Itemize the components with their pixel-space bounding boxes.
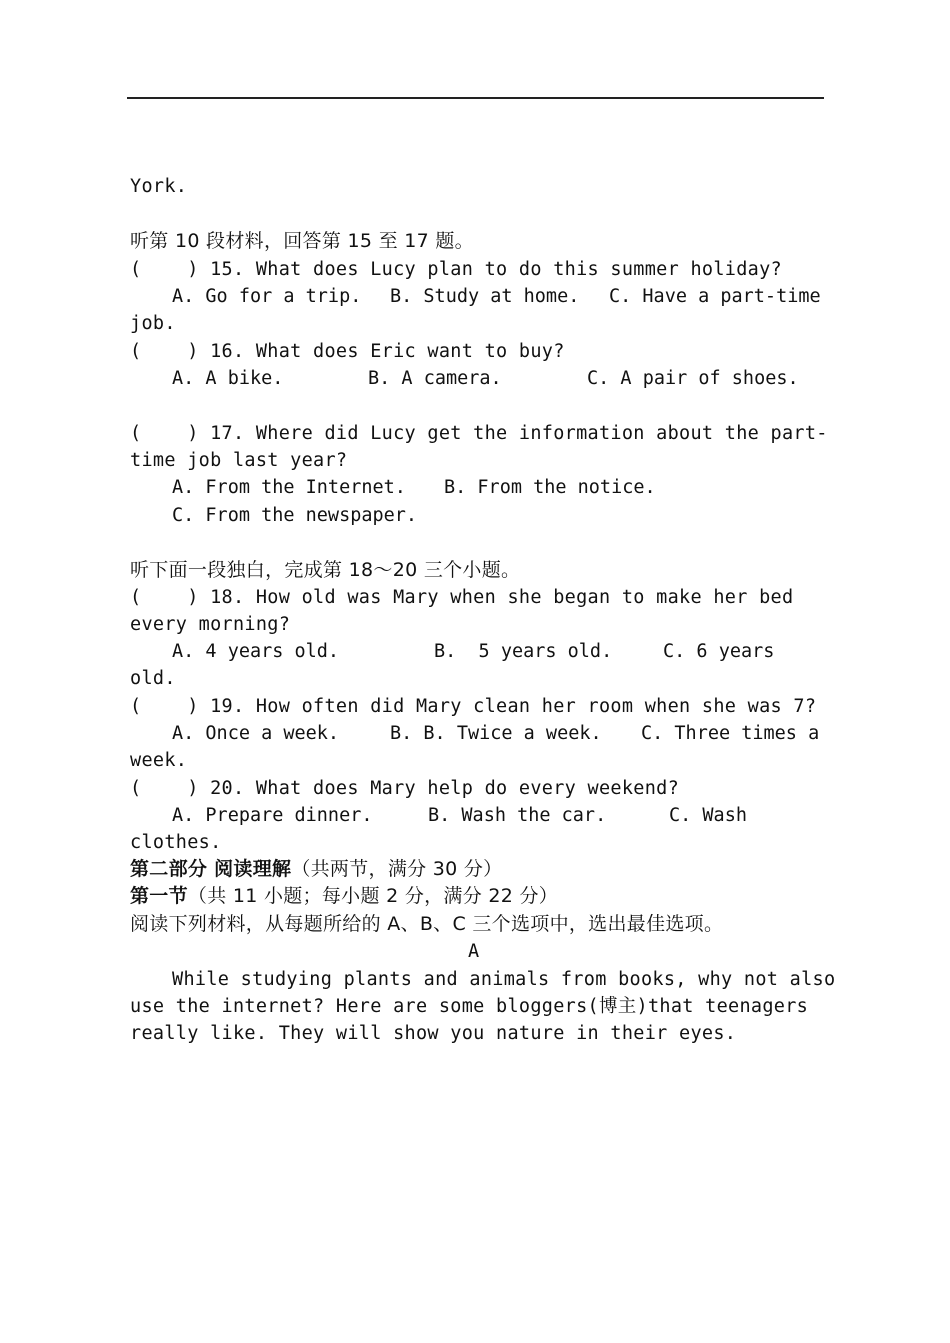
question-15-option-c-wrap: job. <box>130 313 176 334</box>
question-18-option-b: B. 5 years old. <box>434 641 613 662</box>
question-17-option-a: A. From the Internet. <box>172 477 406 498</box>
part-2-heading <box>130 856 502 883</box>
passage-line-3: really like. They will show you nature in their eyes. <box>130 1023 737 1044</box>
question-19-option-c: C. Three times a <box>641 723 820 744</box>
question-15-option-c: C. Have a part-time <box>609 286 821 307</box>
question-16-option-c: C. A pair of shoes. <box>587 368 799 389</box>
passage-line-2: use the internet? Here are some bloggers(博主)that teenagers <box>130 996 809 1017</box>
question-16-stem: ( ) 16. What does Eric want to buy? <box>130 341 565 362</box>
question-15-option-b: B. Study at home. <box>390 286 580 307</box>
question-15-option-a: A. Go for a trip. <box>172 286 362 307</box>
question-18-stem: ( ) 18. How old was Mary when she began to make her bed <box>130 587 794 608</box>
question-20-stem: ( ) 20. What does Mary help do every weekend? <box>130 778 680 799</box>
monologue-instruction: 听下面一段独白，完成第 18～20 三个小题。 <box>130 559 521 581</box>
question-16-option-a: A. A bike. <box>172 368 284 389</box>
question-18-option-c: C. 6 years <box>663 641 775 662</box>
header-rule <box>127 97 824 99</box>
question-19-option-a: A. Once a week. <box>172 723 340 744</box>
question-20-option-c: C. Wash <box>669 805 747 826</box>
question-17-stem: ( ) 17. Where did Lucy get the information about the part- <box>130 423 828 444</box>
question-19-option-c-wrap: week. <box>130 750 188 771</box>
part-2-note: （共两节，满分 30 分） <box>291 858 503 880</box>
question-20-option-c-wrap: clothes. <box>130 832 222 853</box>
question-19-stem: ( ) 19. How often did Mary clean her room when she was 7? <box>130 696 817 717</box>
question-18-option-a: A. 4 years old. <box>172 641 340 662</box>
question-15-stem: ( ) 15. What does Lucy plan to do this summer holiday? <box>130 259 782 280</box>
passage-line-1: While studying plants and animals from books, why not also <box>172 969 836 990</box>
part-2-title: 第二部分 阅读理解 <box>130 858 292 880</box>
passage-label: A <box>468 941 480 962</box>
section-1-note: （共 11 小题；每小题 2 分，满分 22 分） <box>187 885 559 907</box>
question-18-stem-wrap: every morning? <box>130 614 291 635</box>
question-17-option-b: B. From the notice. <box>444 477 656 498</box>
question-18-option-c-wrap: old. <box>130 668 176 689</box>
section-1-heading <box>130 883 558 910</box>
question-19-option-b: B. B. Twice a week. <box>390 723 602 744</box>
question-17-stem-wrap: time job last year? <box>130 450 348 471</box>
question-16-option-b: B. A camera. <box>368 368 502 389</box>
question-20-option-a: A. Prepare dinner. <box>172 805 373 826</box>
section-10-instruction: 听第 10 段材料，回答第 15 至 17 题。 <box>130 230 474 252</box>
section-1-title: 第一节 <box>130 885 188 907</box>
question-17-option-c: C. From the newspaper. <box>172 505 418 526</box>
question-20-option-b: B. Wash the car. <box>428 805 607 826</box>
continuation-text: York. <box>130 176 188 197</box>
reading-instruction: 阅读下列材料，从每题所给的 A、B、C 三个选项中，选出最佳选项。 <box>130 913 724 935</box>
